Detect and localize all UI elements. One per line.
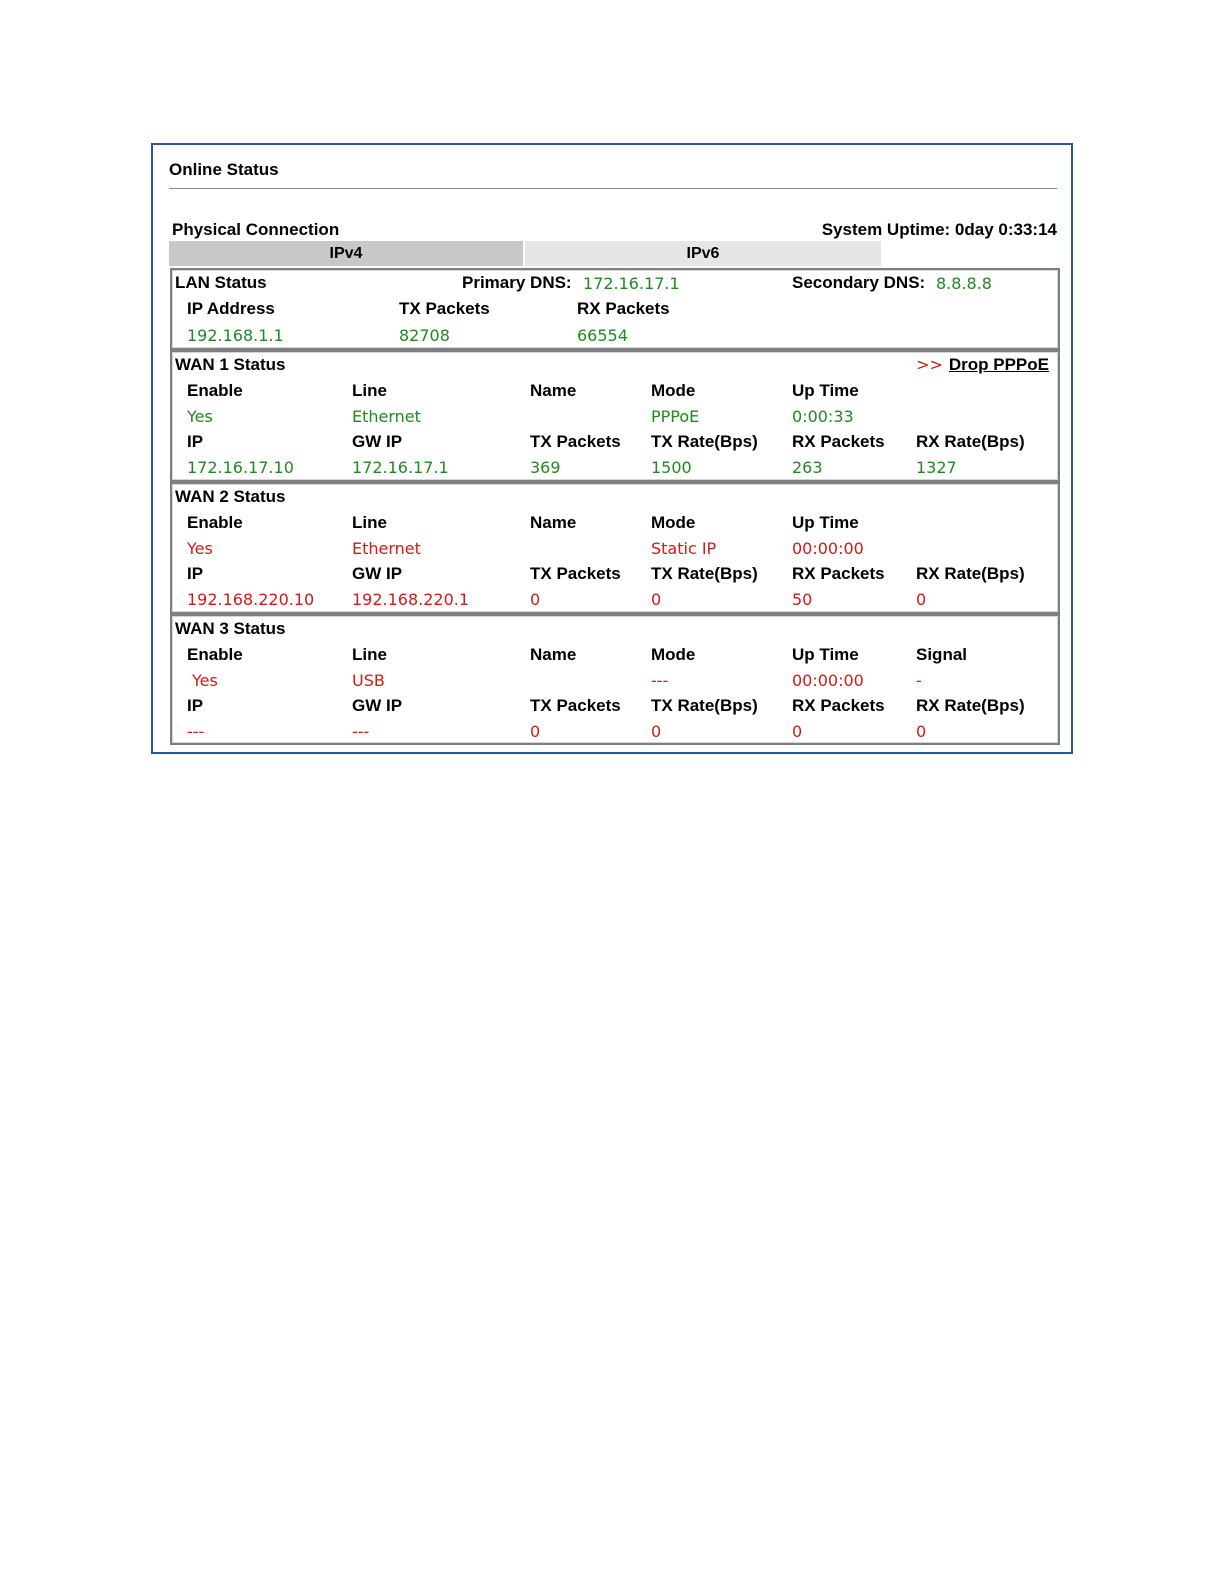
wan2-header-name: Name xyxy=(530,513,577,532)
wan1-up-time-value: 0:00:33 xyxy=(792,407,854,426)
page-title: Online Status xyxy=(169,160,279,179)
drop-pppoe-label[interactable]: Drop PPPoE xyxy=(948,355,1049,374)
wan1-mode-value: PPPoE xyxy=(651,407,700,426)
wan1-line-value: Ethernet xyxy=(352,407,421,426)
wan3-header-mode: Mode xyxy=(651,645,696,664)
wan3-status-title: WAN 3 Status xyxy=(175,619,286,638)
wan3-header-tx-rate: TX Rate(Bps) xyxy=(651,696,758,715)
wan1-rx-packets-value: 263 xyxy=(792,458,823,477)
wan1-ip-value: 172.16.17.10 xyxy=(187,458,294,477)
title-divider xyxy=(169,188,1057,189)
wan3-enable-value: Yes xyxy=(192,671,218,690)
wan2-mode-value: Static IP xyxy=(651,539,717,558)
wan3-mode-value: --- xyxy=(651,671,669,690)
wan2-tx-rate-value: 0 xyxy=(651,590,662,609)
wan1-header-rx-rate: RX Rate(Bps) xyxy=(916,432,1025,451)
wan2-header-up-time: Up Time xyxy=(792,513,859,532)
wan3-line-value: USB xyxy=(352,671,385,690)
wan1-header-enable: Enable xyxy=(187,381,243,400)
wan2-rx-packets-value: 50 xyxy=(792,590,813,609)
lan-status-section xyxy=(170,268,1060,350)
wan2-gw-ip-value: 192.168.220.1 xyxy=(352,590,470,609)
wan3-header-up-time: Up Time xyxy=(792,645,859,664)
wan3-tx-rate-value: 0 xyxy=(651,722,662,741)
wan1-header-ip: IP xyxy=(187,432,204,451)
wan3-header-line: Line xyxy=(352,645,387,664)
wan1-header-tx-packets: TX Packets xyxy=(530,432,621,451)
secondary-dns-label: Secondary DNS: xyxy=(792,273,926,292)
wan3-header-rx-packets: RX Packets xyxy=(792,696,885,715)
wan2-header-enable: Enable xyxy=(187,513,243,532)
primary-dns-value: 172.16.17.1 xyxy=(583,274,680,293)
wan1-header-tx-rate: TX Rate(Bps) xyxy=(651,432,758,451)
tab-ipv4[interactable]: IPv4 xyxy=(169,241,523,266)
wan3-header-gw-ip: GW IP xyxy=(352,696,403,715)
physical-connection-label: Physical Connection xyxy=(172,220,340,239)
wan1-enable-value: Yes xyxy=(187,407,213,426)
wan2-status-title: WAN 2 Status xyxy=(175,487,286,506)
drop-pppoe-link[interactable] xyxy=(916,355,1049,375)
wan1-rx-rate-value: 1327 xyxy=(916,458,957,477)
wan2-tx-packets-value: 0 xyxy=(530,590,541,609)
wan2-rx-rate-value: 0 xyxy=(916,590,927,609)
lan-tx-packets: 82708 xyxy=(399,326,450,345)
wan2-header-tx-packets: TX Packets xyxy=(530,564,621,583)
wan3-signal-value: - xyxy=(916,671,922,690)
wan1-status-title: WAN 1 Status xyxy=(175,355,286,374)
lan-header-tx-packets: TX Packets xyxy=(399,299,490,318)
wan3-header-rx-rate: RX Rate(Bps) xyxy=(916,696,1025,715)
wan2-header-rx-rate: RX Rate(Bps) xyxy=(916,564,1025,583)
wan2-status-section xyxy=(170,482,1060,614)
tab-ipv6[interactable]: IPv6 xyxy=(525,241,881,266)
wan3-gw-ip-value: --- xyxy=(352,722,370,741)
wan3-tx-packets-value: 0 xyxy=(530,722,541,741)
online-status-panel xyxy=(151,143,1073,754)
wan2-line-value: Ethernet xyxy=(352,539,421,558)
wan1-tx-rate-value: 1500 xyxy=(651,458,692,477)
wan1-status-section xyxy=(170,350,1060,482)
secondary-dns-value: 8.8.8.8 xyxy=(936,274,992,293)
wan2-header-line: Line xyxy=(352,513,387,532)
lan-status-title: LAN Status xyxy=(175,273,267,292)
wan1-header-gw-ip: GW IP xyxy=(352,432,403,451)
wan2-header-tx-rate: TX Rate(Bps) xyxy=(651,564,758,583)
lan-header-rx-packets: RX Packets xyxy=(577,299,670,318)
wan3-up-time-value: 00:00:00 xyxy=(792,671,864,690)
wan2-header-mode: Mode xyxy=(651,513,696,532)
wan2-up-time-value: 00:00:00 xyxy=(792,539,864,558)
wan3-header-tx-packets: TX Packets xyxy=(530,696,621,715)
wan1-tx-packets-value: 369 xyxy=(530,458,561,477)
wan3-header-enable: Enable xyxy=(187,645,243,664)
wan3-status-section xyxy=(170,614,1060,745)
wan3-ip-value: --- xyxy=(187,722,205,741)
wan3-rx-packets-value: 0 xyxy=(792,722,803,741)
lan-ip-address: 192.168.1.1 xyxy=(187,326,284,345)
wan2-enable-value: Yes xyxy=(187,539,213,558)
wan1-gw-ip-value: 172.16.17.1 xyxy=(352,458,449,477)
wan1-header-line: Line xyxy=(352,381,387,400)
lan-rx-packets: 66554 xyxy=(577,326,628,345)
wan1-header-up-time: Up Time xyxy=(792,381,859,400)
wan2-header-ip: IP xyxy=(187,564,204,583)
wan2-ip-value: 192.168.220.10 xyxy=(187,590,315,609)
wan3-rx-rate-value: 0 xyxy=(916,722,927,741)
drop-arrows-icon: >> xyxy=(916,355,943,374)
wan2-header-gw-ip: GW IP xyxy=(352,564,403,583)
wan1-header-rx-packets: RX Packets xyxy=(792,432,885,451)
wan2-header-rx-packets: RX Packets xyxy=(792,564,885,583)
wan3-header-name: Name xyxy=(530,645,577,664)
wan3-header-ip: IP xyxy=(187,696,204,715)
wan1-header-mode: Mode xyxy=(651,381,696,400)
system-uptime: System Uptime: 0day 0:33:14 xyxy=(821,220,1057,239)
wan3-header-signal: Signal xyxy=(916,645,968,664)
wan1-header-name: Name xyxy=(530,381,577,400)
primary-dns-label: Primary DNS: xyxy=(462,273,572,292)
lan-header-ip-address: IP Address xyxy=(187,299,275,318)
